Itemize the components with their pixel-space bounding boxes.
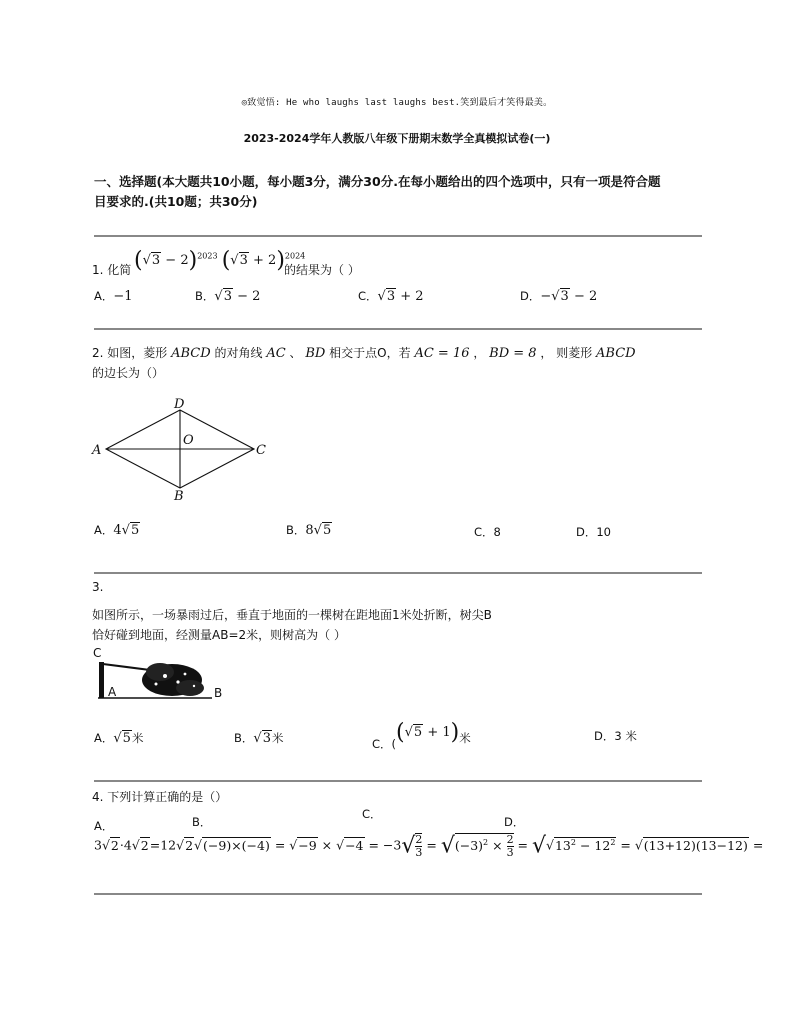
q2-bd: BD [305,346,326,361]
q1-suffix: 的结果为（ ） [284,263,360,277]
q1-label-c: C． [358,289,378,303]
q2-option-d[interactable] [576,524,611,540]
q3-line1: 如图所示，一场暴雨过后，垂直于地面的一棵树在距地面1米处折断，树尖B [92,608,492,622]
q4-label-b[interactable]: B． [192,815,212,829]
broken-tree-figure [90,642,230,702]
label-a: A [108,685,117,699]
q3-label-b: B． [234,731,254,745]
q4-label-a[interactable]: A． [94,819,114,833]
page-title: 2023-2024学年人教版八年级下册期末数学全真模拟试卷(一) [243,132,551,145]
q1-exp1: 2023 [197,251,218,261]
section-heading-line1: 一、选择题(本大题共10小题，每小题3分，满分30分.在每小题给出的四个选项中，只有一项是符合题 [94,174,661,189]
fallen-trunk [103,664,150,670]
q2-t1: 的对角线 [214,346,263,360]
label-a: A [92,443,102,458]
q2-opt-a-coef: 4 [113,523,122,538]
motto-line: ◎致觉悟: He who laughs last laughs best.笑到最后才笑得最美。 [241,98,553,108]
q3-option-a[interactable]: A．√5米 [94,731,144,746]
q3-label-a: A． [94,731,114,745]
q1-option-d[interactable]: D．−√3 − 2 [520,289,598,304]
q3-label-d: D． [594,729,615,743]
section-heading [94,172,704,212]
divider [94,328,702,330]
q2-ac: AC [266,346,286,361]
label-b: B [174,489,184,504]
q2-label-b: B． [286,523,306,537]
q1-option-b[interactable]: B．√3 − 2 [195,289,261,304]
q2-t2: 、 [289,346,302,360]
q2-prefix: 2. 如图，菱形 [92,346,168,360]
q3-unit-c: 米 [459,731,471,745]
q2-label-c: C． [474,525,494,539]
divider [94,235,702,237]
divider [94,572,702,574]
q2-option-b[interactable]: B．8√5 [286,523,332,538]
q1-label-d: D． [520,289,541,303]
q3-opt-d-value: 3 米 [614,729,637,743]
q3-option-b[interactable]: B．√3米 [234,731,284,746]
tree-trunk [99,662,104,698]
q2-t5: ， 则菱形 [540,346,593,360]
q2-t3: 相交于点O，若 [329,346,411,360]
divider [94,780,702,782]
q2-abcd-2: ABCD [596,346,636,361]
q2-opt-b-coef: 8 [305,523,314,538]
label-c: C [256,443,266,458]
q2-option-c[interactable] [474,524,501,540]
q1-label-b: B． [195,289,215,303]
q1-opt-a-value: −1 [113,289,133,304]
q2-option-a[interactable]: A．4√5 [94,523,140,538]
q2-opt-d-value: 10 [596,525,611,539]
q2-eq1: AC = 16 [414,346,470,361]
q1-expression: $(√3 - 2)^{2023}$ $(√3 + 2)^{2024}$ [134,248,306,273]
q3-unit-a: 米 [131,731,144,745]
question-2 [92,344,704,361]
q2-t4: ， [473,346,486,360]
q2-abcd: ABCD [171,346,211,361]
section-heading-line2: 目要求的.(共10题；共30分) [94,194,258,209]
q1-label-a: A． [94,289,114,303]
q1-option-a[interactable] [94,288,133,304]
question-1 [92,246,702,276]
q3-number: 3. [92,580,104,594]
label-d: D [174,397,185,412]
q2-opt-c-value: 8 [493,525,501,539]
label-o: O [183,433,194,448]
divider [94,893,702,895]
q3-unit-b: 米 [271,731,284,745]
q4-label-d[interactable]: D． [504,815,525,829]
q2-label-a: A． [94,523,114,537]
q3-option-c[interactable]: C．((√5 + 1)米 [372,720,471,751]
q2-eq2: BD = 8 [489,346,537,361]
label-c: C [93,646,102,660]
q3-option-d[interactable] [594,728,637,744]
q1-option-c[interactable]: C．√3 + 2 [358,289,424,304]
q2-line2: 的边长为（） [92,366,165,380]
q3-label-c: C．( [372,737,397,751]
label-b: B [214,686,223,700]
q2-label-d: D． [576,525,597,539]
q1-exp2: 2024 [284,251,306,261]
q1-number: 1. 化简 [92,263,132,277]
q3-line2: 恰好碰到地面，经测量AB=2米，则树高为（ ） [92,628,346,642]
q4-expression: 3√2·4√2=12√2√(−9)×(−4) = √−9 × √−4 = −3√2 3 = $√(-3)^2 \times 2$ 3 = $√√13^2 - 12^2 = √(13+12)(13-12)$ = [94,833,764,859]
q4-label-c[interactable]: C． [362,807,382,821]
rhombus-figure [88,392,278,504]
q4-question: 4. 下列计算正确的是（） [92,790,228,804]
